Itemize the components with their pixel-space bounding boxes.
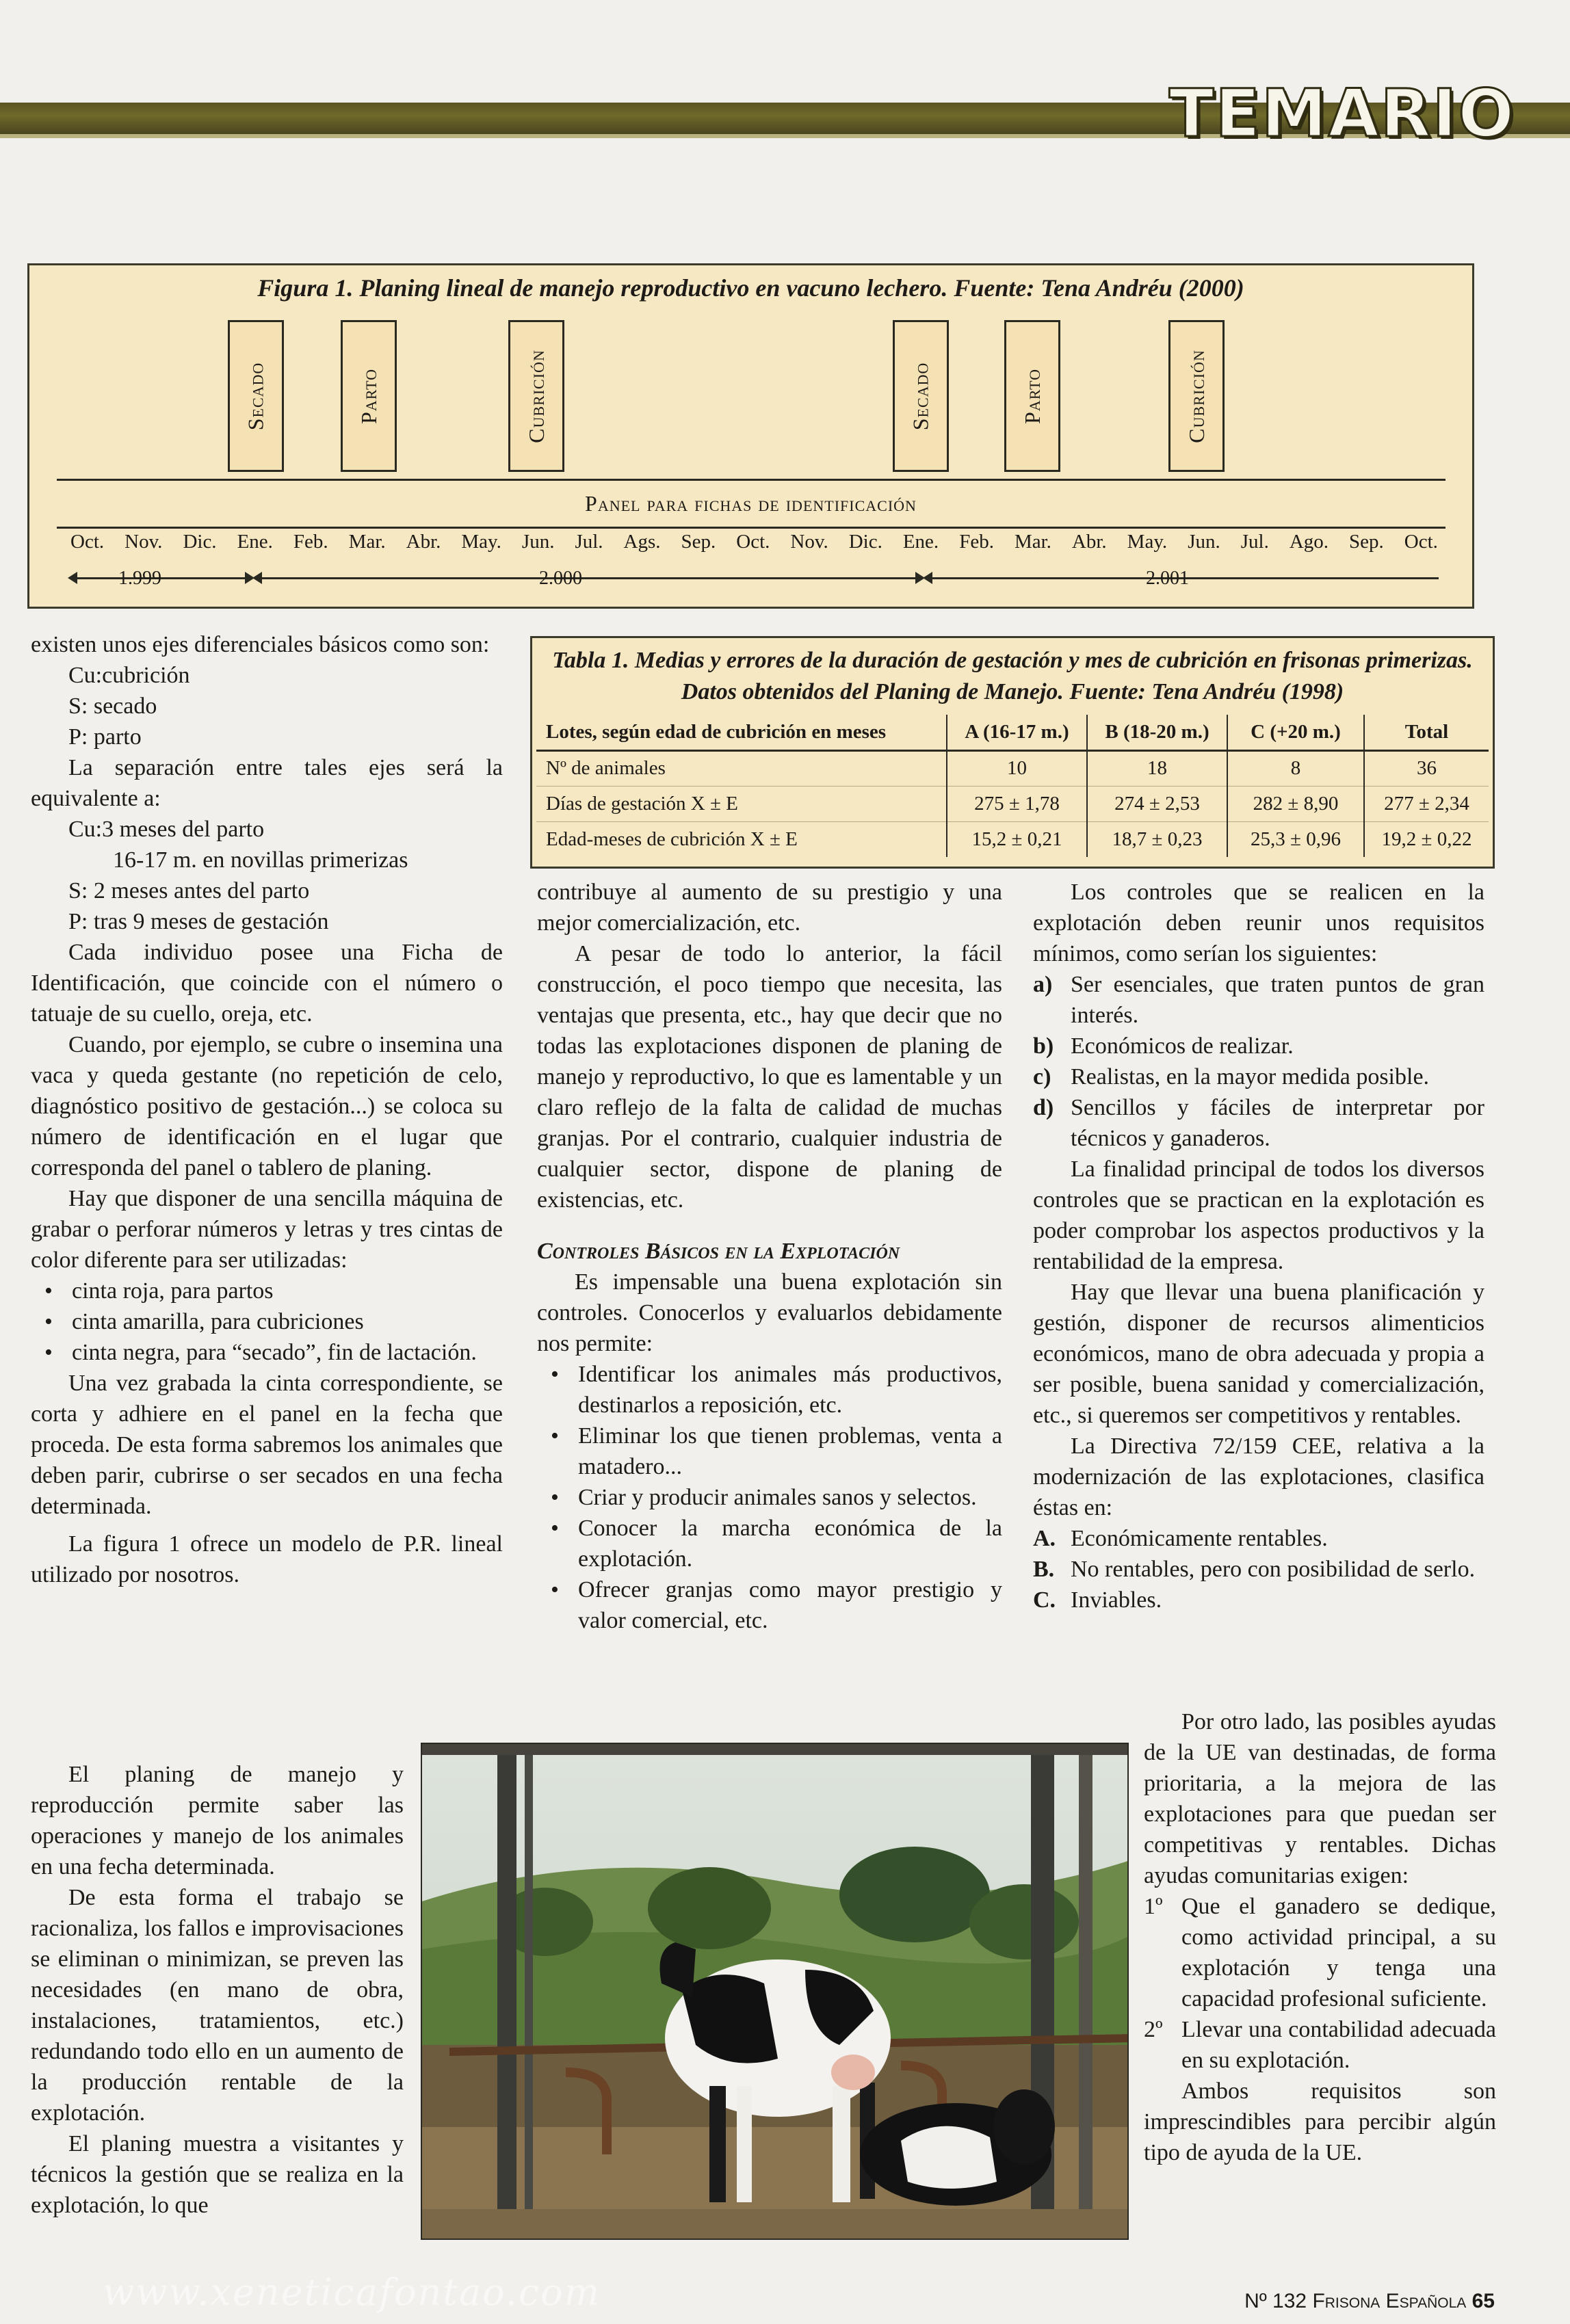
paragraph: existen unos ejes diferenciales básicos como son:	[31, 632, 490, 657]
list-item: • Conocer la marcha económica de la explotación.	[537, 1513, 1002, 1574]
table-1	[530, 636, 1495, 869]
paragraph: Hay que llevar una buena planificación y gestión, disponer de recursos alimenticios económicos, mano de obra adecuada y propia a ser posible, buena sanidad y comercialización, etc., si queremos ser competitivos y rentables.	[1033, 1280, 1484, 1428]
text-column-3-lower	[1144, 1706, 1496, 2168]
paragraph: Por otro lado, las posibles ayudas de la UE van destinadas, de forma prioritaria, a la mejora de las explotaciones para que puedan ser competitivas y rentables. Dichas ayudas comunitarias exigen:	[1144, 1709, 1496, 1888]
list-text: No rentables, pero con posibilidad de serlo.	[1071, 1557, 1476, 1582]
month-label: Feb.	[959, 531, 994, 553]
requirements-list	[1033, 969, 1484, 1154]
list-marker: c)	[1033, 1064, 1051, 1090]
list-item	[1033, 1554, 1484, 1585]
paragraph: Es impensable una buena explotación sin controles. Conocerlos y evaluarlos debidamente nos permite:	[537, 1269, 1002, 1356]
month-label: Oct.	[1404, 531, 1438, 553]
table-header: A (16-17 m.)	[947, 715, 1087, 750]
text-column-1	[31, 629, 503, 1590]
cow-photo-illustration	[422, 1744, 1129, 2240]
month-label: Mar.	[1014, 531, 1051, 553]
list-item: • cinta amarilla, para cubriciones	[31, 1306, 503, 1337]
paragraph: La figura 1 ofrece un modelo de P.R. lineal utilizado por nosotros.	[31, 1531, 503, 1587]
list-item	[1033, 1092, 1484, 1154]
year-label: 2.000	[539, 568, 582, 589]
table-row	[536, 786, 1489, 821]
table-title: Tabla 1. Medias y errores de la duración de gestación y mes de cubrición en frisonas primerizas. Datos obtenidos del Planing de Manejo. Fuente: Tena Andréu (1998)	[552, 648, 1473, 704]
list-text: Llevar una contabilidad adecuada en su explotación.	[1181, 2017, 1496, 2073]
table-cell: 8	[1227, 750, 1364, 786]
list-marker: B.	[1033, 1557, 1055, 1582]
year-label: 2.001	[1146, 568, 1189, 589]
list-item: • cinta negra, para “secado”, fin de lactación.	[31, 1337, 503, 1368]
list-marker: 2º	[1144, 2017, 1163, 2042]
paragraph: La finalidad principal de todos los diversos controles que se practican en la explotación es poder comprobar los aspectos productivos y la rentabilidad de la empresa.	[1033, 1157, 1484, 1274]
table-cell: Edad-meses de cubrición X ± E	[536, 821, 947, 857]
paragraph: La separación entre tales ejes será la equivalente a:	[31, 755, 503, 811]
axis-item: P: parto	[68, 724, 142, 750]
paragraph: El planing de manejo y reproducción permite saber las operaciones y manejo de los animales en una fecha determinada.	[31, 1762, 404, 1879]
list-marker: a)	[1033, 972, 1053, 997]
watermark: www.xeneticafontao.com	[103, 2271, 601, 2314]
list-marker: b)	[1033, 1033, 1054, 1059]
eu-requirements-list	[1144, 1891, 1496, 2076]
panel-top-line	[57, 479, 1445, 481]
table-cell: 274 ± 2,53	[1087, 786, 1227, 821]
paragraph: El planing muestra a visitantes y técnicos la gestión que se realiza en la explotación, lo que	[31, 2131, 404, 2218]
separation-item: 16-17 m. en novillas primerizas	[113, 847, 408, 873]
table-cell: 36	[1364, 750, 1489, 786]
month-label: Mar.	[348, 531, 386, 553]
list-marker: 1º	[1144, 1894, 1163, 1919]
table-cell: 18,7 ± 0,23	[1087, 821, 1227, 857]
list-item	[1144, 1891, 1496, 2014]
event-label: Secado	[243, 362, 268, 430]
event-label: Parto	[1019, 368, 1045, 424]
list-item	[1033, 1061, 1484, 1092]
text-column-2	[537, 877, 1002, 1636]
list-item	[1033, 1523, 1484, 1554]
magazine-name: Frisona Española	[1312, 2290, 1467, 2312]
separation-item: P: tras 9 meses de gestación	[68, 909, 329, 934]
event-label: Secado	[908, 362, 933, 430]
table-cell: 277 ± 2,34	[1364, 786, 1489, 821]
month-label: May.	[1127, 531, 1168, 553]
table-header: Lotes, según edad de cubrición en meses	[536, 715, 947, 750]
event-box-secado-1	[228, 320, 284, 472]
list-item: • cinta roja, para partos	[31, 1276, 503, 1306]
text-column-1-lower	[31, 1759, 404, 2221]
month-label: Ags.	[623, 531, 661, 553]
paragraph: Una vez grabada la cinta correspondiente, se corta y adhiere en el panel en la fecha que proceda. De esta forma sabremos los animales que deben parir, cubrirse o ser secados en una fecha determinada.	[31, 1371, 503, 1519]
event-box-cubricion-2	[1168, 320, 1225, 472]
axis-item: Cu:cubrición	[68, 663, 190, 688]
month-label: Nov.	[125, 531, 163, 553]
event-label: Parto	[356, 368, 381, 424]
paragraph: La Directiva 72/159 CEE, relativa a la modernización de las explotaciones, clasifica éstas en:	[1033, 1434, 1484, 1520]
separation-item: Cu:3 meses del parto	[68, 817, 265, 842]
list-item: • Eliminar los que tienen problemas, venta a matadero...	[537, 1421, 1002, 1482]
table-cell: 19,2 ± 0,22	[1364, 821, 1489, 857]
month-label: Nov.	[790, 531, 828, 553]
list-item: • Identificar los animales más productivos, destinarlos a reposición, etc.	[537, 1359, 1002, 1421]
list-marker: A.	[1033, 1526, 1056, 1551]
issue-number: Nº 132	[1244, 2290, 1307, 2312]
list-item	[1033, 1585, 1484, 1615]
month-label: Jun.	[521, 531, 555, 553]
paragraph: De esta forma el trabajo se racionaliza, los fallos e improvisaciones se eliminan o minimizan, se preven las necesidades (en mano de obra, instalaciones, tratamientos, etc.) redundando todo ello en un aumento de la producción rentable de la explotación.	[31, 1885, 404, 2126]
event-label: Cubrición	[1183, 349, 1209, 443]
list-item: • Criar y producir animales sanos y selectos.	[537, 1482, 1002, 1513]
table-header: C (+20 m.)	[1227, 715, 1364, 750]
list-item: • Ofrecer granjas como mayor prestigio y valor comercial, etc.	[537, 1574, 1002, 1636]
text-column-3	[1033, 877, 1484, 1615]
list-text: Económicamente rentables.	[1071, 1526, 1328, 1551]
page-number: 65	[1471, 2290, 1495, 2312]
month-label: Abr.	[1071, 531, 1107, 553]
table-header: B (18-20 m.)	[1087, 715, 1227, 750]
month-label: May.	[461, 531, 501, 553]
table-header-row	[536, 715, 1489, 750]
table-header: Total	[1364, 715, 1489, 750]
event-box-cubricion-1	[508, 320, 564, 472]
month-label: Abr.	[406, 531, 441, 553]
figure-caption: Figura 1. Planing lineal de manejo reproductivo en vacuno lechero. Fuente: Tena Andréu (2000)	[257, 274, 1244, 302]
list-text: Realistas, en la mayor medida posible.	[1071, 1064, 1430, 1090]
section-title: TEMARIO	[1168, 75, 1515, 152]
event-label: Cubrición	[523, 349, 549, 443]
list-text: Inviables.	[1071, 1587, 1162, 1613]
separation-item: S: 2 meses antes del parto	[68, 878, 310, 903]
table-cell: 282 ± 8,90	[1227, 786, 1364, 821]
tape-list	[31, 1276, 503, 1368]
list-item	[1144, 2014, 1496, 2076]
timeline-line	[57, 527, 1445, 529]
table-cell: 18	[1087, 750, 1227, 786]
month-label: Jul.	[575, 531, 603, 553]
paragraph: Hay que disponer de una sencilla máquina de grabar o perforar números y letras y tres cintas de color diferente para ser utilizadas:	[31, 1186, 503, 1273]
month-label: Ene.	[237, 531, 273, 553]
month-label: Oct.	[70, 531, 105, 553]
section-heading: Controles Básicos en la Explotación	[537, 1239, 900, 1264]
year-arrow-2000	[262, 577, 915, 579]
list-marker: C.	[1033, 1587, 1056, 1613]
month-label: Dic.	[848, 531, 882, 553]
year-label: 1.999	[118, 568, 161, 589]
event-box-parto-1	[341, 320, 397, 472]
data-table	[536, 715, 1489, 857]
paragraph: contribuye al aumento de su prestigio y una mejor comercialización, etc.	[537, 880, 1002, 936]
month-label: Oct.	[736, 531, 770, 553]
list-text: Económicos de realizar.	[1071, 1033, 1294, 1059]
table-row	[536, 821, 1489, 857]
paragraph: Los controles que se realicen en la explotación deben reunir unos requisitos mínimos, como serían los siguientes:	[1033, 880, 1484, 966]
table-cell: 15,2 ± 0,21	[947, 821, 1087, 857]
figure-1	[27, 263, 1474, 609]
list-text: Sencillos y fáciles de interpretar por técnicos y ganaderos.	[1071, 1095, 1484, 1151]
table-cell: 10	[947, 750, 1087, 786]
list-marker: d)	[1033, 1095, 1054, 1120]
timeline-months	[70, 531, 1438, 553]
month-label: Sep.	[681, 531, 716, 553]
month-label: Ago.	[1289, 531, 1329, 553]
table-cell: 275 ± 1,78	[947, 786, 1087, 821]
event-box-parto-2	[1004, 320, 1060, 472]
list-text: Que el ganadero se dedique, como actividad principal, a su explotación y tenga una capacidad profesional suficiente.	[1181, 1894, 1496, 2011]
list-item	[1033, 1031, 1484, 1061]
axis-item: S: secado	[68, 694, 157, 719]
table-cell: Días de gestación X ± E	[536, 786, 947, 821]
month-label: Feb.	[293, 531, 328, 553]
table-cell: Nº de animales	[536, 750, 947, 786]
paragraph: A pesar de todo lo anterior, la fácil construcción, el poco tiempo que necesita, las ventajas que presenta, etc., hay que decir que no todas las explotaciones disponen de planing de manejo y reproductivo, lo que es lamentable y un claro reflejo de la falta de calidad de muchas granjas. Por el contrario, cualquier industria de cualquier sector, dispone de planing de existencias, etc.	[537, 941, 1002, 1213]
month-label: Jun.	[1188, 531, 1220, 553]
panel-label: Panel para fichas de identificación	[585, 491, 917, 516]
month-label: Ene.	[902, 531, 939, 553]
month-label: Sep.	[1349, 531, 1384, 553]
table-cell: 25,3 ± 0,96	[1227, 821, 1364, 857]
paragraph: Ambos requisitos son imprescindibles para percibir algún tipo de ayuda de la UE.	[1144, 2078, 1496, 2165]
month-label: Jul.	[1240, 531, 1269, 553]
event-box-secado-2	[893, 320, 949, 472]
classification-list	[1033, 1523, 1484, 1615]
cow-photo	[421, 1743, 1129, 2240]
page-footer	[1244, 2290, 1495, 2313]
month-label: Dic.	[183, 531, 217, 553]
controls-list	[537, 1359, 1002, 1636]
paragraph: Cada individuo posee una Ficha de Identificación, que coincide con el número o tatuaje de su cuello, oreja, etc.	[31, 940, 503, 1027]
paragraph: Cuando, por ejemplo, se cubre o insemina una vaca y queda gestante (no repetición de celo, diagnóstico positivo de gestación...) se coloca su número de identificación en el lugar que corresponda del panel o tablero de planing.	[31, 1032, 503, 1180]
list-text: Ser esenciales, que traten puntos de gran interés.	[1071, 972, 1484, 1028]
list-item	[1033, 969, 1484, 1031]
table-row	[536, 750, 1489, 786]
